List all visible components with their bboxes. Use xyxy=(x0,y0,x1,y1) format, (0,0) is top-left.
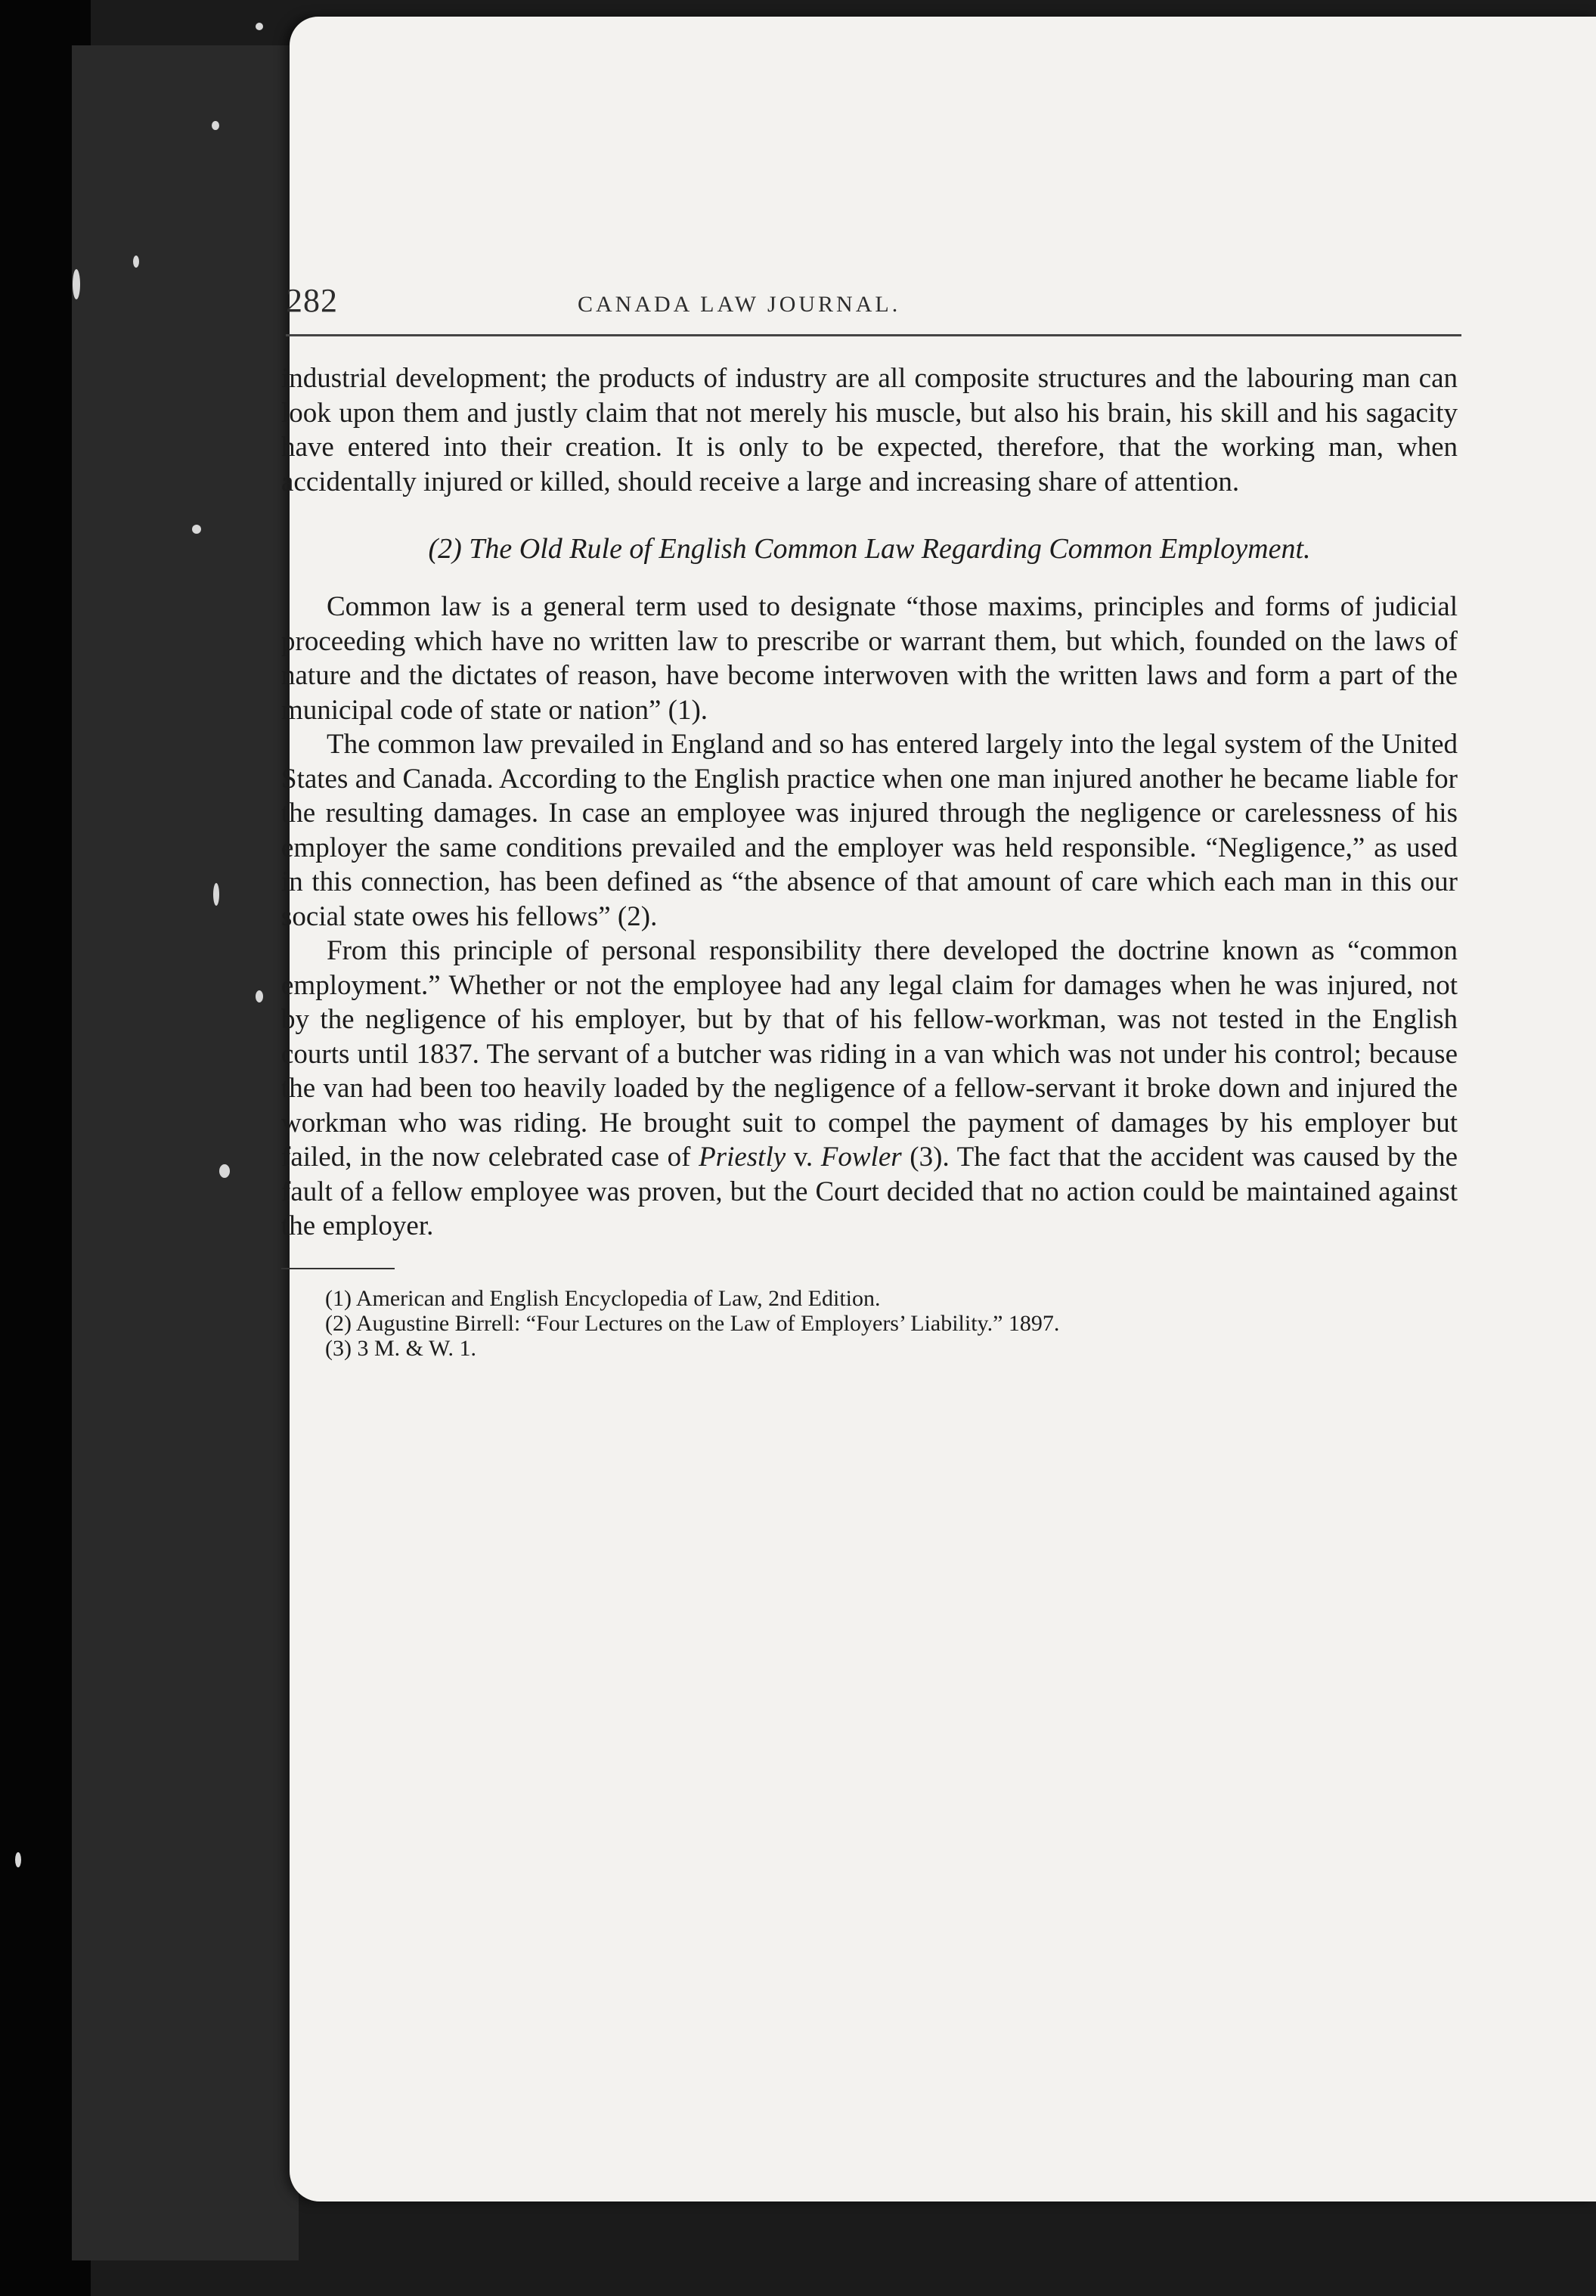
case-name: Priestly xyxy=(699,1142,786,1173)
page-header xyxy=(286,266,1459,327)
header-rule xyxy=(286,334,1461,336)
film-speck xyxy=(212,121,219,130)
paragraph: The common law prevailed in England and so has entered largely into the legal system of the United States and Canada. According to the English practice when one man injured another he became liable for the resulting damages. In case an employee was injured through the negligence or carelessness of his employer the same conditions prevailed and the employer was held responsible. “Negligence,” as used in this connection, has been defined as “the absence of that amount of care which each man in this our social state owes his fellows” (2). xyxy=(281,729,1458,932)
paragraph: Common law is a general term used to designate “those maxims, principles and forms of judicial proceeding which have no written law to prescribe or warrant them, but which, founded on the laws of nature and the dictates of reason, have become interwoven with the written laws and form a part of the municipal code of state or nation” (1). xyxy=(281,591,1458,726)
footnote: (1) American and English Encyclopedia of Law, 2nd Edition. xyxy=(325,1285,881,1311)
film-speck xyxy=(213,883,219,906)
article-body xyxy=(281,361,1458,1361)
case-name: Fowler xyxy=(820,1142,902,1173)
paragraph: industrial development; the products of industry are all composite structures and the labouring man can look upon them and justly claim that not merely his muscle, but also his brain, his skill and his sagacity have entered into their creation. It is only to be expected, therefore, that the working man, when accidentally injured or killed, should receive a large and increasing share of attention. xyxy=(281,363,1458,497)
film-speck xyxy=(73,269,80,299)
footnote-rule xyxy=(281,1268,395,1269)
film-speck xyxy=(256,23,263,30)
film-speck xyxy=(192,525,201,534)
paragraph-text: (3). The fact that the accident was caused by the fault of a fellow employee was proven, but the Court decided that no action could be maintained against the employer. xyxy=(281,1142,1458,1241)
section-heading: (2) The Old Rule of English Common Law Regarding Common Employment. xyxy=(428,533,1311,565)
film-speck xyxy=(133,256,139,268)
footnote: (3) 3 M. & W. 1. xyxy=(325,1335,477,1361)
running-title: CANADA LAW JOURNAL. xyxy=(578,292,901,317)
footnote: (2) Augustine Birrell: “Four Lectures on the Law of Employers’ Liability.” 1897. xyxy=(325,1310,1060,1336)
page-number: 282 xyxy=(286,282,338,319)
footnotes xyxy=(281,1286,1458,1361)
case-versus: v. xyxy=(786,1142,821,1173)
paragraph xyxy=(281,934,1458,1244)
film-border-band xyxy=(72,45,299,2260)
film-speck xyxy=(15,1852,21,1867)
paragraph-text: From this principle of personal responsibility there developed the doctrine known as “common employment.” Whether or not the employee had any legal claim for damages when he was injured, not by the negligence of his employer, but by that of his fellow-workman, was not tested in the English courts until 1837. The servant of a butcher was riding in a van which was not under his control; because the van had been too heavily loaded by the negligence of a fellow-servant it broke down and injured the workman who was riding. He brought suit to compel the payment of damages by his employer but failed, in the now celebrated case of xyxy=(281,935,1458,1173)
film-speck xyxy=(256,990,263,1002)
film-speck xyxy=(219,1164,230,1178)
